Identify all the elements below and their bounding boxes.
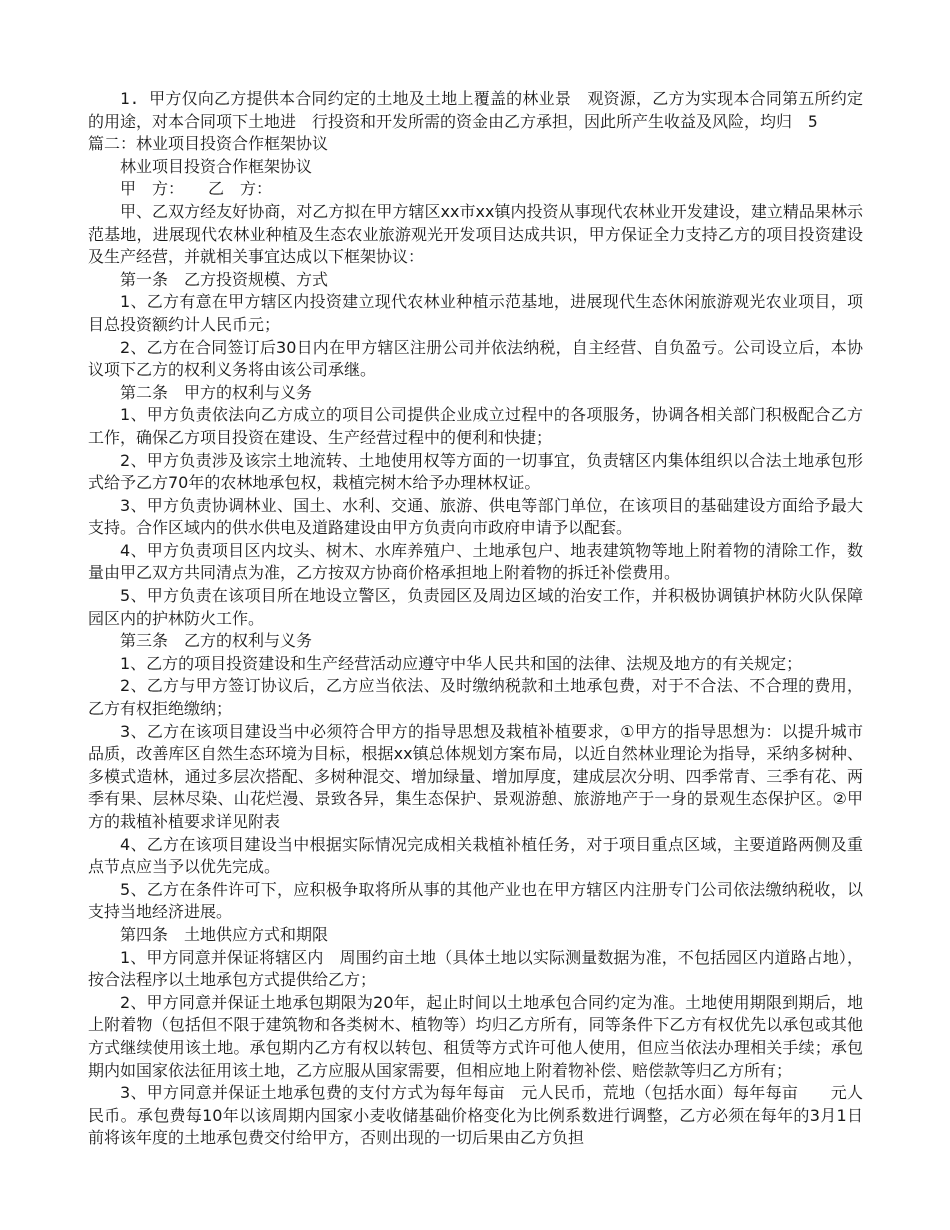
article-3-item-1: 1、乙方的项目投资建设和生产经营活动应遵守中华人民共和国的法律、法规及地方的有关规定；	[120, 653, 803, 673]
article-3-item-3: 3、乙方在该项目建设当中必须符合甲方的指导思想及栽植补植要求，①甲方的指导思想为：以提升城市品质，改善库区自然生态环境为目标，根据xx镇总体规划方案布局，以近自然林业理论为指导，采纳多树种、多模式造林，通过多层次搭配、多树种混交、增加绿量、增加厚度，建成层次分明、四季常青、三季有花、两季有果、层林尽染、山花烂漫、景致各异，集生态保护、景观游憩、旅游地产于一身的景观生态保护区。②甲方的栽植补植要求详见附表	[88, 721, 863, 831]
article-3-heading: 第三条 乙方的权利与义务	[120, 631, 313, 651]
article-1-item-2: 2、乙方在合同签订后30日内在甲方辖区注册公司并依法纳税，自主经营、自负盈亏。公司设立后，本协议项下乙方的权利义务将由该公司承继。	[88, 337, 863, 380]
preamble-paragraph: 甲、乙双方经友好协商，对乙方拟在甲方辖区xx市xx镇内投资从事现代农林业开发建设，建立精品果林示范基地，进展现代农林业种植及生态农业旅游观光开发项目达成共识，甲方保证全力支持乙方的项目投资建设及生产经营，并就相关事宜达成以下框架协议：	[88, 201, 863, 267]
article-3-item-2: 2、乙方与甲方签订协议后，乙方应当依法、及时缴纳税款和土地承包费，对于不合法、不合理的费用，乙方有权拒绝缴纳；	[88, 676, 863, 719]
article-2-item-2: 2、甲方负责涉及该宗土地流转、土地使用权等方面的一切事宜，负责辖区内集体组织以合法土地承包形式给予乙方70年的农林地承包权，栽植完树木给予办理林权证。	[88, 450, 863, 493]
article-4-heading: 第四条 土地供应方式和期限	[120, 924, 329, 944]
article-2-item-3: 3、甲方负责协调林业、国土、水利、交通、旅游、供电等部门单位，在该项目的基础建设方面给予最大支持。合作区域内的供水供电及道路建设由甲方负责向市政府申请予以配套。	[88, 495, 863, 538]
parties-line: 甲 方： 乙 方：	[120, 179, 273, 199]
article-1-heading: 第一条 乙方投资规模、方式	[120, 269, 329, 289]
article-1-item-1: 1、乙方有意在甲方辖区内投资建立现代农林业种植示范基地，进展现代生态休闲旅游观光农业项目，项目总投资额约计人民币元；	[88, 292, 863, 334]
agreement-title: 林业项目投资合作框架协议	[120, 156, 313, 176]
article-4-item-1: 1、甲方同意并保证将辖区内 周围约亩土地（具体土地以实际测量数据为准，不包括园区内道路占地），按合法程序以土地承包方式提供给乙方；	[88, 947, 863, 990]
article-2-item-1: 1、甲方负责依法向乙方成立的项目公司提供企业成立过程中的各项服务，协调各相关部门积极配合乙方工作，确保乙方项目投资在建设、生产经营过程中的便利和快捷；	[88, 405, 863, 447]
intro-paragraph: 1. 甲方仅向乙方提供本合同约定的土地及土地上覆盖的林业景 观资源，乙方为实现本合同第五所约定的用途，对本合同项下土地进 行投资和开发所需的资金由乙方承担，因此所产生收益及风险，均归 5	[88, 89, 863, 131]
article-3-item-5: 5、乙方在条件许可下，应积极争取将所从事的其他产业也在甲方辖区内注册专门公司依法缴纳税收，以支持当地经济进展。	[88, 879, 863, 922]
article-4-item-2: 2、甲方同意并保证土地承包期限为20年，起止时间以土地承包合同约定为准。土地使用期限到期后，地上附着物（包括但不限于建筑物和各类树木、植物等）均归乙方所有，同等条件下乙方有权优先以承包或其他方式继续使用该土地。承包期内乙方有权以转包、租赁等方式许可他人使用，但应当依法办理相关手续；承包期内如国家依法征用该土地，乙方应服从国家需要，但相应地上附着物补偿、赔偿款等归乙方所有；	[88, 992, 863, 1080]
document-body	[88, 88, 863, 1150]
article-4-item-3: 3、甲方同意并保证土地承包费的支付方式为每年每亩 元人民币，荒地（包括水面）每年每亩 元人民币。承包费每10年以该周期内国家小麦收储基础价格变化为比例系数进行调整，乙方必须在每年的3月1日前将该年度的土地承包费交付给甲方，否则出现的一切后果由乙方负担	[88, 1083, 863, 1148]
article-2-heading: 第二条 甲方的权利与义务	[120, 382, 313, 402]
article-2-item-5: 5、甲方负责在该项目所在地设立警区，负责园区及周边区域的治安工作，并积极协调镇护林防火队保障园区内的护林防火工作。	[88, 586, 863, 628]
section-title: 篇二：林业项目投资合作框架协议	[88, 134, 329, 154]
article-2-item-4: 4、甲方负责项目区内坟头、树木、水库养殖户、土地承包户、地表建筑物等地上附着物的清除工作，数量由甲乙双方共同清点为准，乙方按双方协商价格承担地上附着物的拆迁补偿费用。	[88, 540, 863, 583]
article-3-item-4: 4、乙方在该项目建设当中根据实际情况完成相关栽植补植任务，对于项目重点区域，主要道路两侧及重点节点应当予以优先完成。	[88, 834, 863, 877]
